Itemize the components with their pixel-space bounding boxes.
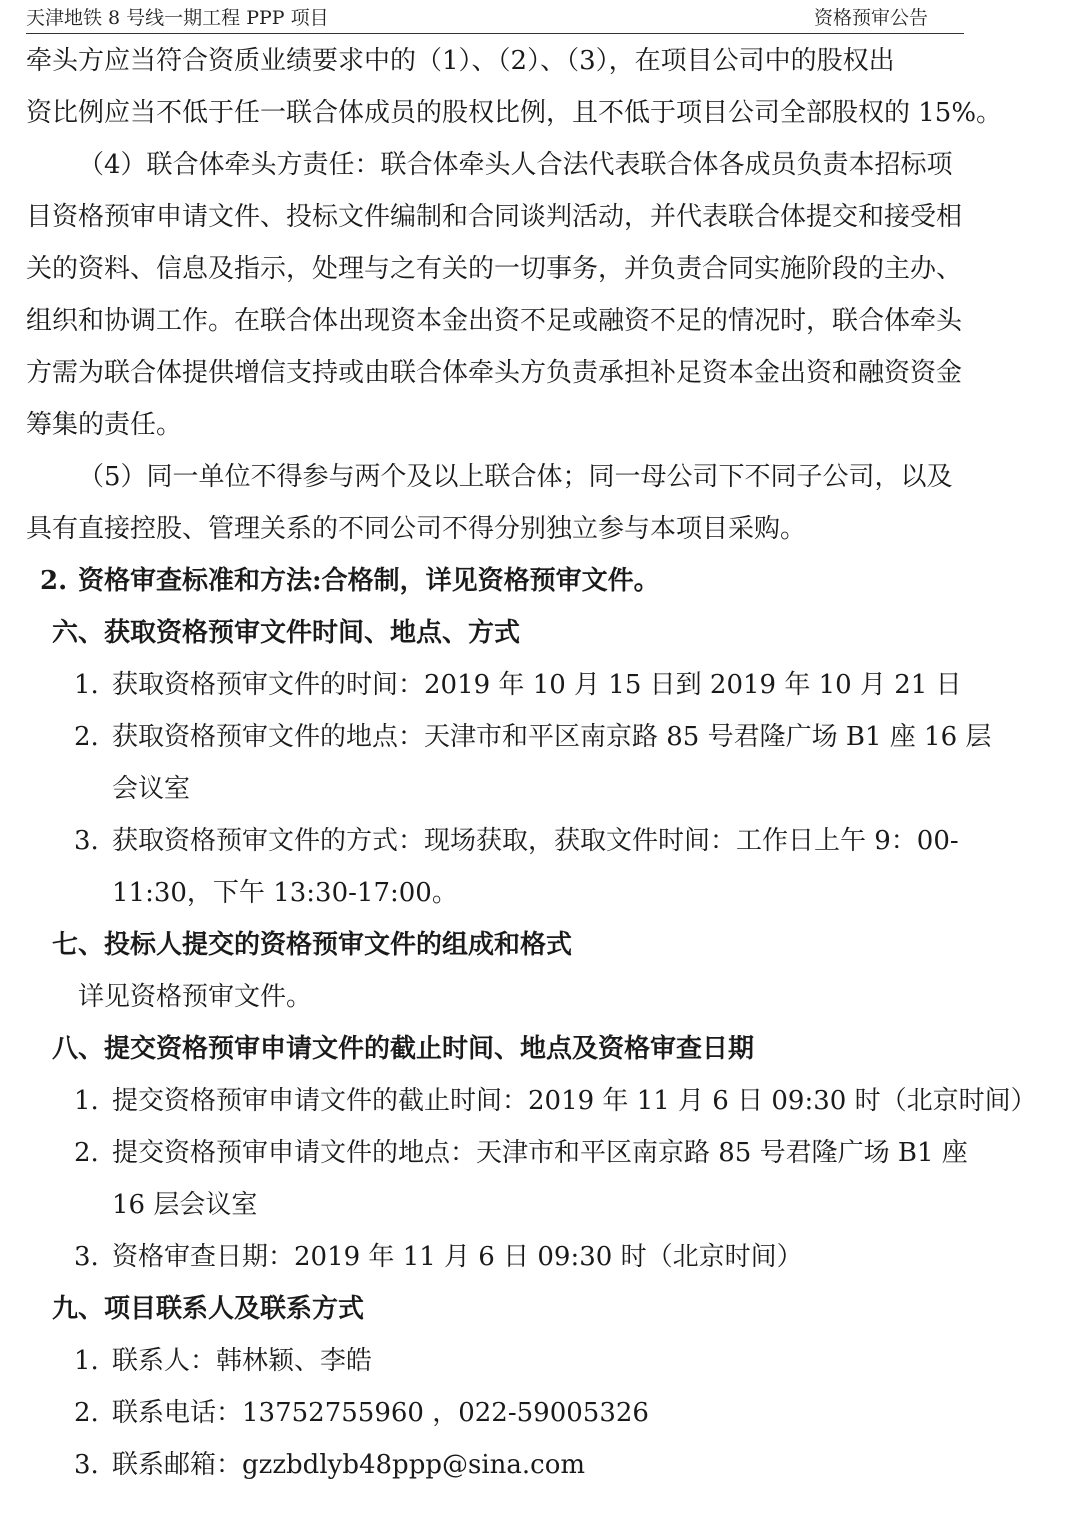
sec6-item-3 <box>74 825 959 857</box>
contact-phone: 联系电话：13752755960 ，022-59005326 <box>112 1398 649 1428</box>
sec6-item-1-number: 1. <box>74 670 99 700</box>
para-4-line-6: 筹集的责任。 <box>26 410 183 440</box>
sec6-item-1-text: 获取资格预审文件的时间：2019 年 10 月 15 日到 2019 年 10 月 21 日 <box>112 670 962 700</box>
contact-person: 联系人：韩林颖、李皓 <box>112 1346 373 1376</box>
sec6-item-3-number: 3. <box>74 826 99 856</box>
section-6-title: 六、获取资格预审文件时间、地点、方式 <box>52 618 521 648</box>
para-4-line-1: （4）联合体牵头方责任：联合体牵头人合法代表联合体各成员负责本招标项 <box>78 150 953 180</box>
sec6-item-1 <box>74 669 962 701</box>
sec6-item-2 <box>74 721 991 753</box>
section-7-body: 详见资格预审文件。 <box>78 982 313 1012</box>
sec6-item-2-number: 2. <box>74 722 99 752</box>
header-doc-type: 资格预审公告 <box>814 7 929 29</box>
para-4-line-2: 目资格预审申请文件、投标文件编制和合同谈判活动，并代表联合体提交和接受相 <box>26 202 963 232</box>
sec8-item-3-text: 资格审查日期：2019 年 11 月 6 日 09:30 时（北京时间） <box>112 1242 803 1272</box>
sec9-item-2-number: 2. <box>74 1398 99 1428</box>
sec9-item-3-number: 3. <box>74 1450 99 1480</box>
sec9-item-1 <box>74 1345 372 1377</box>
section-7-title: 七、投标人提交的资格预审文件的组成和格式 <box>52 930 573 960</box>
section-8-title: 八、提交资格预审申请文件的截止时间、地点及资格审查日期 <box>52 1034 755 1064</box>
item-2-number: 2. <box>40 566 68 596</box>
sec9-item-3 <box>74 1449 585 1481</box>
sec8-item-1 <box>74 1085 1037 1117</box>
para-4-line-3: 关的资料、信息及指示，处理与之有关的一切事务，并负责合同实施阶段的主办、 <box>26 254 963 284</box>
sec8-item-3-number: 3. <box>74 1242 99 1272</box>
header-rule <box>26 33 964 34</box>
sec9-item-2 <box>74 1397 649 1429</box>
sec8-item-2-line-2: 16 层会议室 <box>112 1190 258 1220</box>
sec8-item-1-number: 1. <box>74 1086 99 1116</box>
sec8-item-2-number: 2. <box>74 1138 99 1168</box>
section-9-title: 九、项目联系人及联系方式 <box>52 1294 365 1324</box>
sec8-item-3 <box>74 1241 803 1273</box>
header-project-title: 天津地铁 8 号线一期工程 PPP 项目 <box>26 7 329 29</box>
para-lead-line-2: 资比例应当不低于任一联合体成员的股权比例，且不低于项目公司全部股权的 15%。 <box>26 98 1003 128</box>
para-lead-line-1: 牵头方应当符合资质业绩要求中的（1）、（2）、（3），在项目公司中的股权出 <box>26 46 895 76</box>
sec6-item-3-text: 获取资格预审文件的方式：现场获取，获取文件时间：工作日上午 9：00- <box>112 826 959 856</box>
sec6-item-3-line-2: 11:30，下午 13:30-17:00。 <box>112 878 458 908</box>
item-2 <box>40 565 660 597</box>
sec6-item-2-line-2: 会议室 <box>112 774 191 804</box>
contact-email: 联系邮箱：gzzbdlyb48ppp@sina.com <box>112 1450 586 1480</box>
para-4-line-4: 组织和协调工作。在联合体出现资本金出资不足或融资不足的情况时，联合体牵头 <box>26 306 963 336</box>
sec6-item-2-text: 获取资格预审文件的地点：天津市和平区南京路 85 号君隆广场 B1 座 16 层 <box>112 722 992 752</box>
para-4-line-5: 方需为联合体提供增信支持或由联合体牵头方负责承担补足资本金出资和融资资金 <box>26 358 963 388</box>
sec9-item-1-number: 1. <box>74 1346 99 1376</box>
sec8-item-2-text: 提交资格预审申请文件的地点：天津市和平区南京路 85 号君隆广场 B1 座 <box>112 1138 968 1168</box>
sec8-item-1-text: 提交资格预审申请文件的截止时间：2019 年 11 月 6 日 09:30 时（北京时间） <box>112 1086 1037 1116</box>
para-5-line-1: （5）同一单位不得参与两个及以上联合体；同一母公司下不同子公司，以及 <box>78 462 953 492</box>
sec8-item-2 <box>74 1137 968 1169</box>
para-5-line-2: 具有直接控股、管理关系的不同公司不得分别独立参与本项目采购。 <box>26 514 807 544</box>
item-2-text: 资格审查标准和方法:合格制，详见资格预审文件。 <box>78 566 660 596</box>
